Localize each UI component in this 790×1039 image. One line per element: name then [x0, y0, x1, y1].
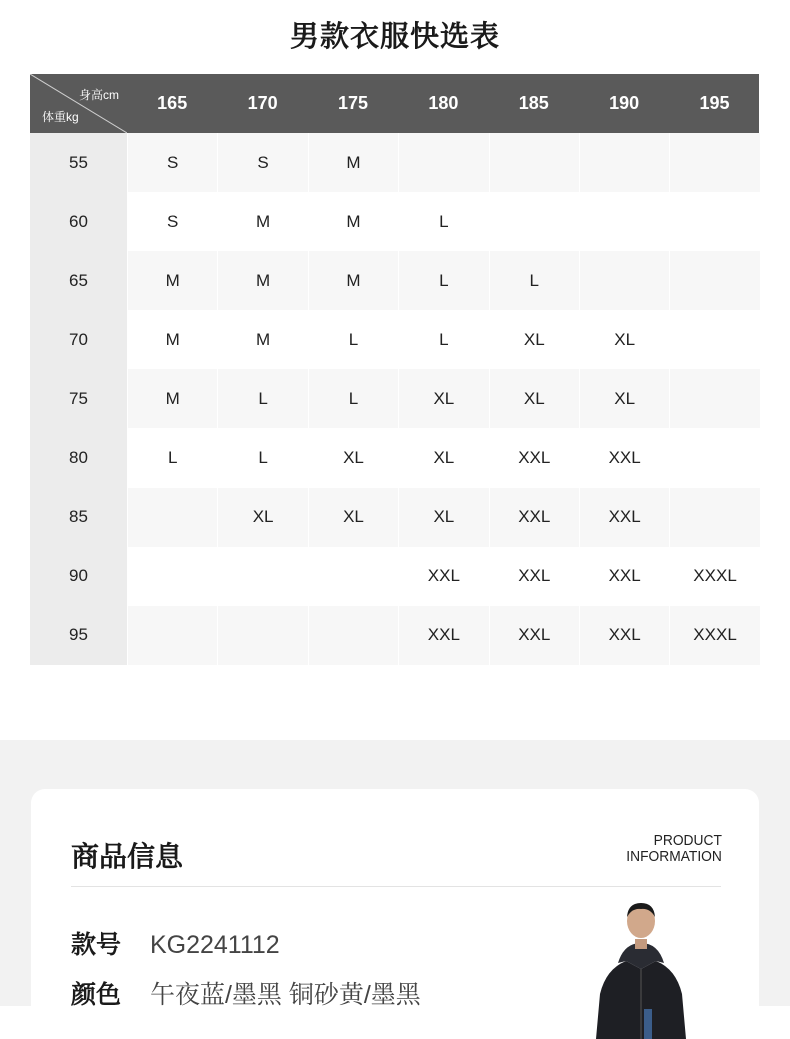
product-info-card: [31, 789, 759, 1029]
weight-cell: 90: [30, 547, 127, 606]
size-cell: L: [399, 251, 488, 310]
model-number-label: 款号: [71, 931, 122, 959]
weight-cell: 85: [30, 488, 127, 547]
size-cell: [670, 251, 759, 310]
model-number-value: KG2241112: [149, 931, 280, 959]
en-title-line1: PRODUCT: [653, 832, 722, 849]
size-cell: L: [309, 310, 398, 369]
size-cell: XXL: [490, 428, 579, 487]
weight-cell: 80: [30, 428, 127, 487]
size-cell: M: [309, 192, 398, 251]
size-cell: XXL: [580, 606, 669, 665]
color-value: 午夜蓝/墨黑 铜砂黄/墨黑: [149, 981, 421, 1009]
size-cell: [670, 133, 759, 192]
height-header-cell: 175: [337, 93, 368, 113]
size-cell: S: [218, 133, 307, 192]
size-cell: XL: [399, 488, 488, 547]
table-row: [30, 192, 759, 251]
weight-cell: 75: [30, 369, 127, 428]
height-header-cell: 190: [609, 93, 640, 113]
table-row: [30, 488, 759, 547]
size-chart-table: [30, 74, 759, 665]
size-cell: L: [399, 192, 488, 251]
size-cell: XXXL: [670, 547, 759, 606]
size-cell: M: [128, 310, 217, 369]
page-title: 男款衣服快选表: [289, 21, 500, 53]
size-cell: [580, 192, 669, 251]
size-cell: L: [309, 369, 398, 428]
size-cell: S: [128, 192, 217, 251]
size-cell: M: [128, 251, 217, 310]
size-cell: XXL: [580, 428, 669, 487]
size-cell: L: [490, 251, 579, 310]
size-cell: XXL: [399, 547, 488, 606]
height-header-cell: 180: [428, 93, 459, 113]
table-row: [30, 133, 759, 192]
size-cell: M: [218, 310, 307, 369]
table-header-row: [30, 74, 759, 133]
size-cell: XL: [490, 369, 579, 428]
size-cell: XXL: [490, 488, 579, 547]
divider: [71, 886, 721, 887]
size-cell: L: [218, 428, 307, 487]
weight-cell: 65: [30, 251, 127, 310]
en-title-line2: INFORMATION: [626, 848, 722, 865]
size-cell: [670, 369, 759, 428]
size-cell: [399, 133, 488, 192]
height-header-cell: 170: [247, 93, 278, 113]
size-cell: M: [309, 133, 398, 192]
size-cell: XXL: [580, 488, 669, 547]
size-cell: M: [128, 369, 217, 428]
size-cell: XL: [580, 369, 669, 428]
size-cell: [670, 488, 759, 547]
size-cell: XXXL: [670, 606, 759, 665]
size-cell: [218, 547, 307, 606]
size-cell: [128, 547, 217, 606]
size-cell: [670, 310, 759, 369]
size-cell: L: [399, 310, 488, 369]
size-cell: [580, 251, 669, 310]
size-cell: L: [218, 369, 307, 428]
table-row: [30, 547, 759, 606]
size-cell: XXL: [399, 606, 488, 665]
size-cell: [128, 606, 217, 665]
weight-axis-label: 体重kg: [42, 110, 79, 124]
size-cell: XL: [399, 428, 488, 487]
table-corner-cell: [30, 74, 127, 133]
size-cell: [218, 606, 307, 665]
table-row: [30, 251, 759, 310]
height-header-cell: 165: [157, 93, 188, 113]
table-row: [30, 310, 759, 369]
table-row: [30, 428, 759, 487]
color-label: 颜色: [71, 981, 122, 1009]
size-cell: XXL: [490, 606, 579, 665]
size-cell: [580, 133, 669, 192]
size-cell: [490, 133, 579, 192]
height-axis-label: 身高cm: [79, 88, 119, 102]
size-cell: XL: [218, 488, 307, 547]
table-row: [30, 369, 759, 428]
size-cell: XL: [490, 310, 579, 369]
size-cell: M: [218, 251, 307, 310]
size-cell: [670, 192, 759, 251]
weight-cell: 55: [30, 133, 127, 192]
size-cell: XL: [399, 369, 488, 428]
size-cell: [490, 192, 579, 251]
weight-cell: 70: [30, 310, 127, 369]
size-cell: [309, 606, 398, 665]
size-cell: XL: [580, 310, 669, 369]
size-cell: XL: [309, 428, 398, 487]
height-header-cell: 185: [518, 93, 549, 113]
size-cell: M: [309, 251, 398, 310]
size-cell: XXL: [580, 547, 669, 606]
size-cell: XXL: [490, 547, 579, 606]
size-cell: XL: [309, 488, 398, 547]
product-info-title: 商品信息: [71, 841, 184, 872]
weight-cell: 95: [30, 606, 127, 665]
product-info-en-title: [626, 833, 722, 865]
weight-cell: 60: [30, 192, 127, 251]
size-cell: [670, 428, 759, 487]
size-cell: M: [218, 192, 307, 251]
model-number-row: [71, 925, 280, 961]
table-row: [30, 606, 759, 665]
size-cell: [128, 488, 217, 547]
size-cell: S: [128, 133, 217, 192]
height-header-cell: 195: [699, 93, 730, 113]
size-cell: L: [128, 428, 217, 487]
size-cell: [309, 547, 398, 606]
model-photo: [586, 899, 696, 1039]
